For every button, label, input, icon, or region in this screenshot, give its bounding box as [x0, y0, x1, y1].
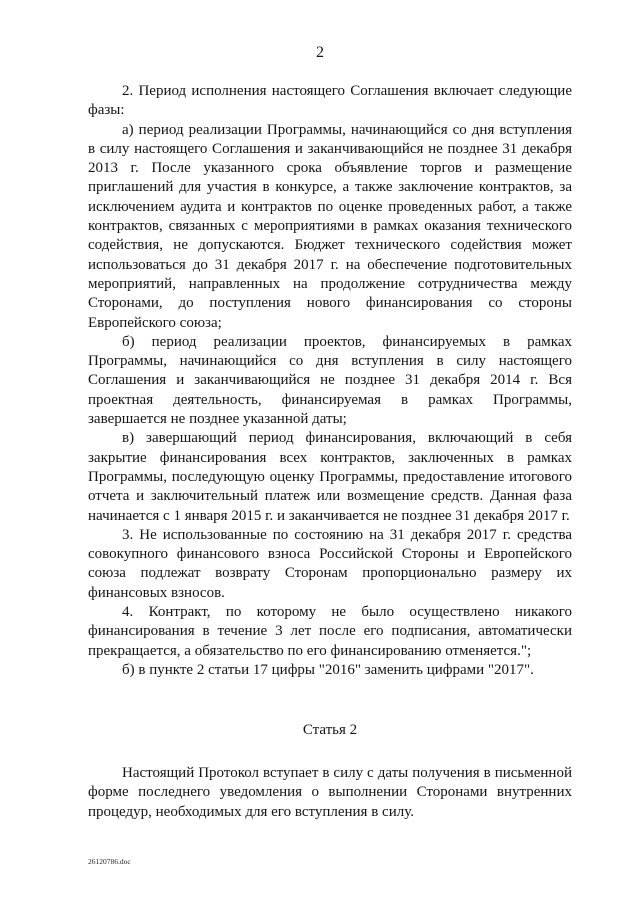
closing-section	[88, 764, 572, 822]
paragraph-amendment-b: б) в пункте 2 статьи 17 цифры "2016" заменить цифрами "2017".	[122, 661, 534, 678]
article-heading: Статья 2	[302, 722, 358, 738]
page-number: 2	[316, 44, 324, 61]
footer-file-code: 26120786.doc	[88, 857, 131, 866]
paragraph-period-phases: 2. Период исполнения настоящего Соглашения включает следующие фазы:	[88, 83, 572, 119]
paragraph-phase-a: а) период реализации Программы, начинающийся со дня вступления в силу настоящего Соглашения и заканчивающийся не позднее 31 декабря 2013 г. После указанного срока объявление торгов и размещение приглашений для участия в конкурсе, а также заключение контрактов, за исключением аудита и контрактов по оценке проведенных работ, а также контрактов, связанных с мероприятиями в рамках оказания технического содействия, не допускаются. Бюджет технического содействия может использоваться до 31 декабря 2017 г. на обеспечение подготовительных мероприятий, направленных на продолжение сотрудничества между Сторонами, до поступления нового финансирования со стороны Европейского союза;	[88, 121, 572, 331]
paragraph-clause-4: 4. Контракт, по которому не было осуществлено никакого финансирования в течение 3 лет после его подписания, автоматически прекращается, а обязательство по его финансированию отменяется.";	[88, 604, 572, 659]
document-body	[88, 82, 572, 680]
closing-paragraph: Настоящий Протокол вступает в силу с даты получения в письменной форме последнего уведомления о выполнении Сторонами внутренних процедур, необходимых для его вступления в силу.	[88, 765, 572, 820]
paragraph-phase-b: б) период реализации проектов, финансируемых в рамках Программы, начинающийся со дня вступления в силу настоящего Соглашения и заканчивающийся не позднее 31 декабря 2014 г. Вся проектная деятельность, финансируемая в рамках Программы, завершается не позднее указанной даты;	[88, 333, 572, 428]
paragraph-clause-3: 3. Не использованные по состоянию на 31 декабря 2017 г. средства совокупного финансового взноса Российской Стороны и Европейского союза подлежат возврату Сторонам пропорционально размеру их финансовых взносов.	[88, 526, 572, 601]
paragraph-phase-c: в) завершающий период финансирования, включающий в себя закрытие финансирования всех контрактов, заключенных в рамках Программы, последующую оценку Программы, предоставление итогового отчета и заключительный платеж или возмещение средств. Данная фаза начинается с 1 января 2015 г. и заканчивается не позднее 31 декабря 2017 г.	[88, 430, 572, 524]
